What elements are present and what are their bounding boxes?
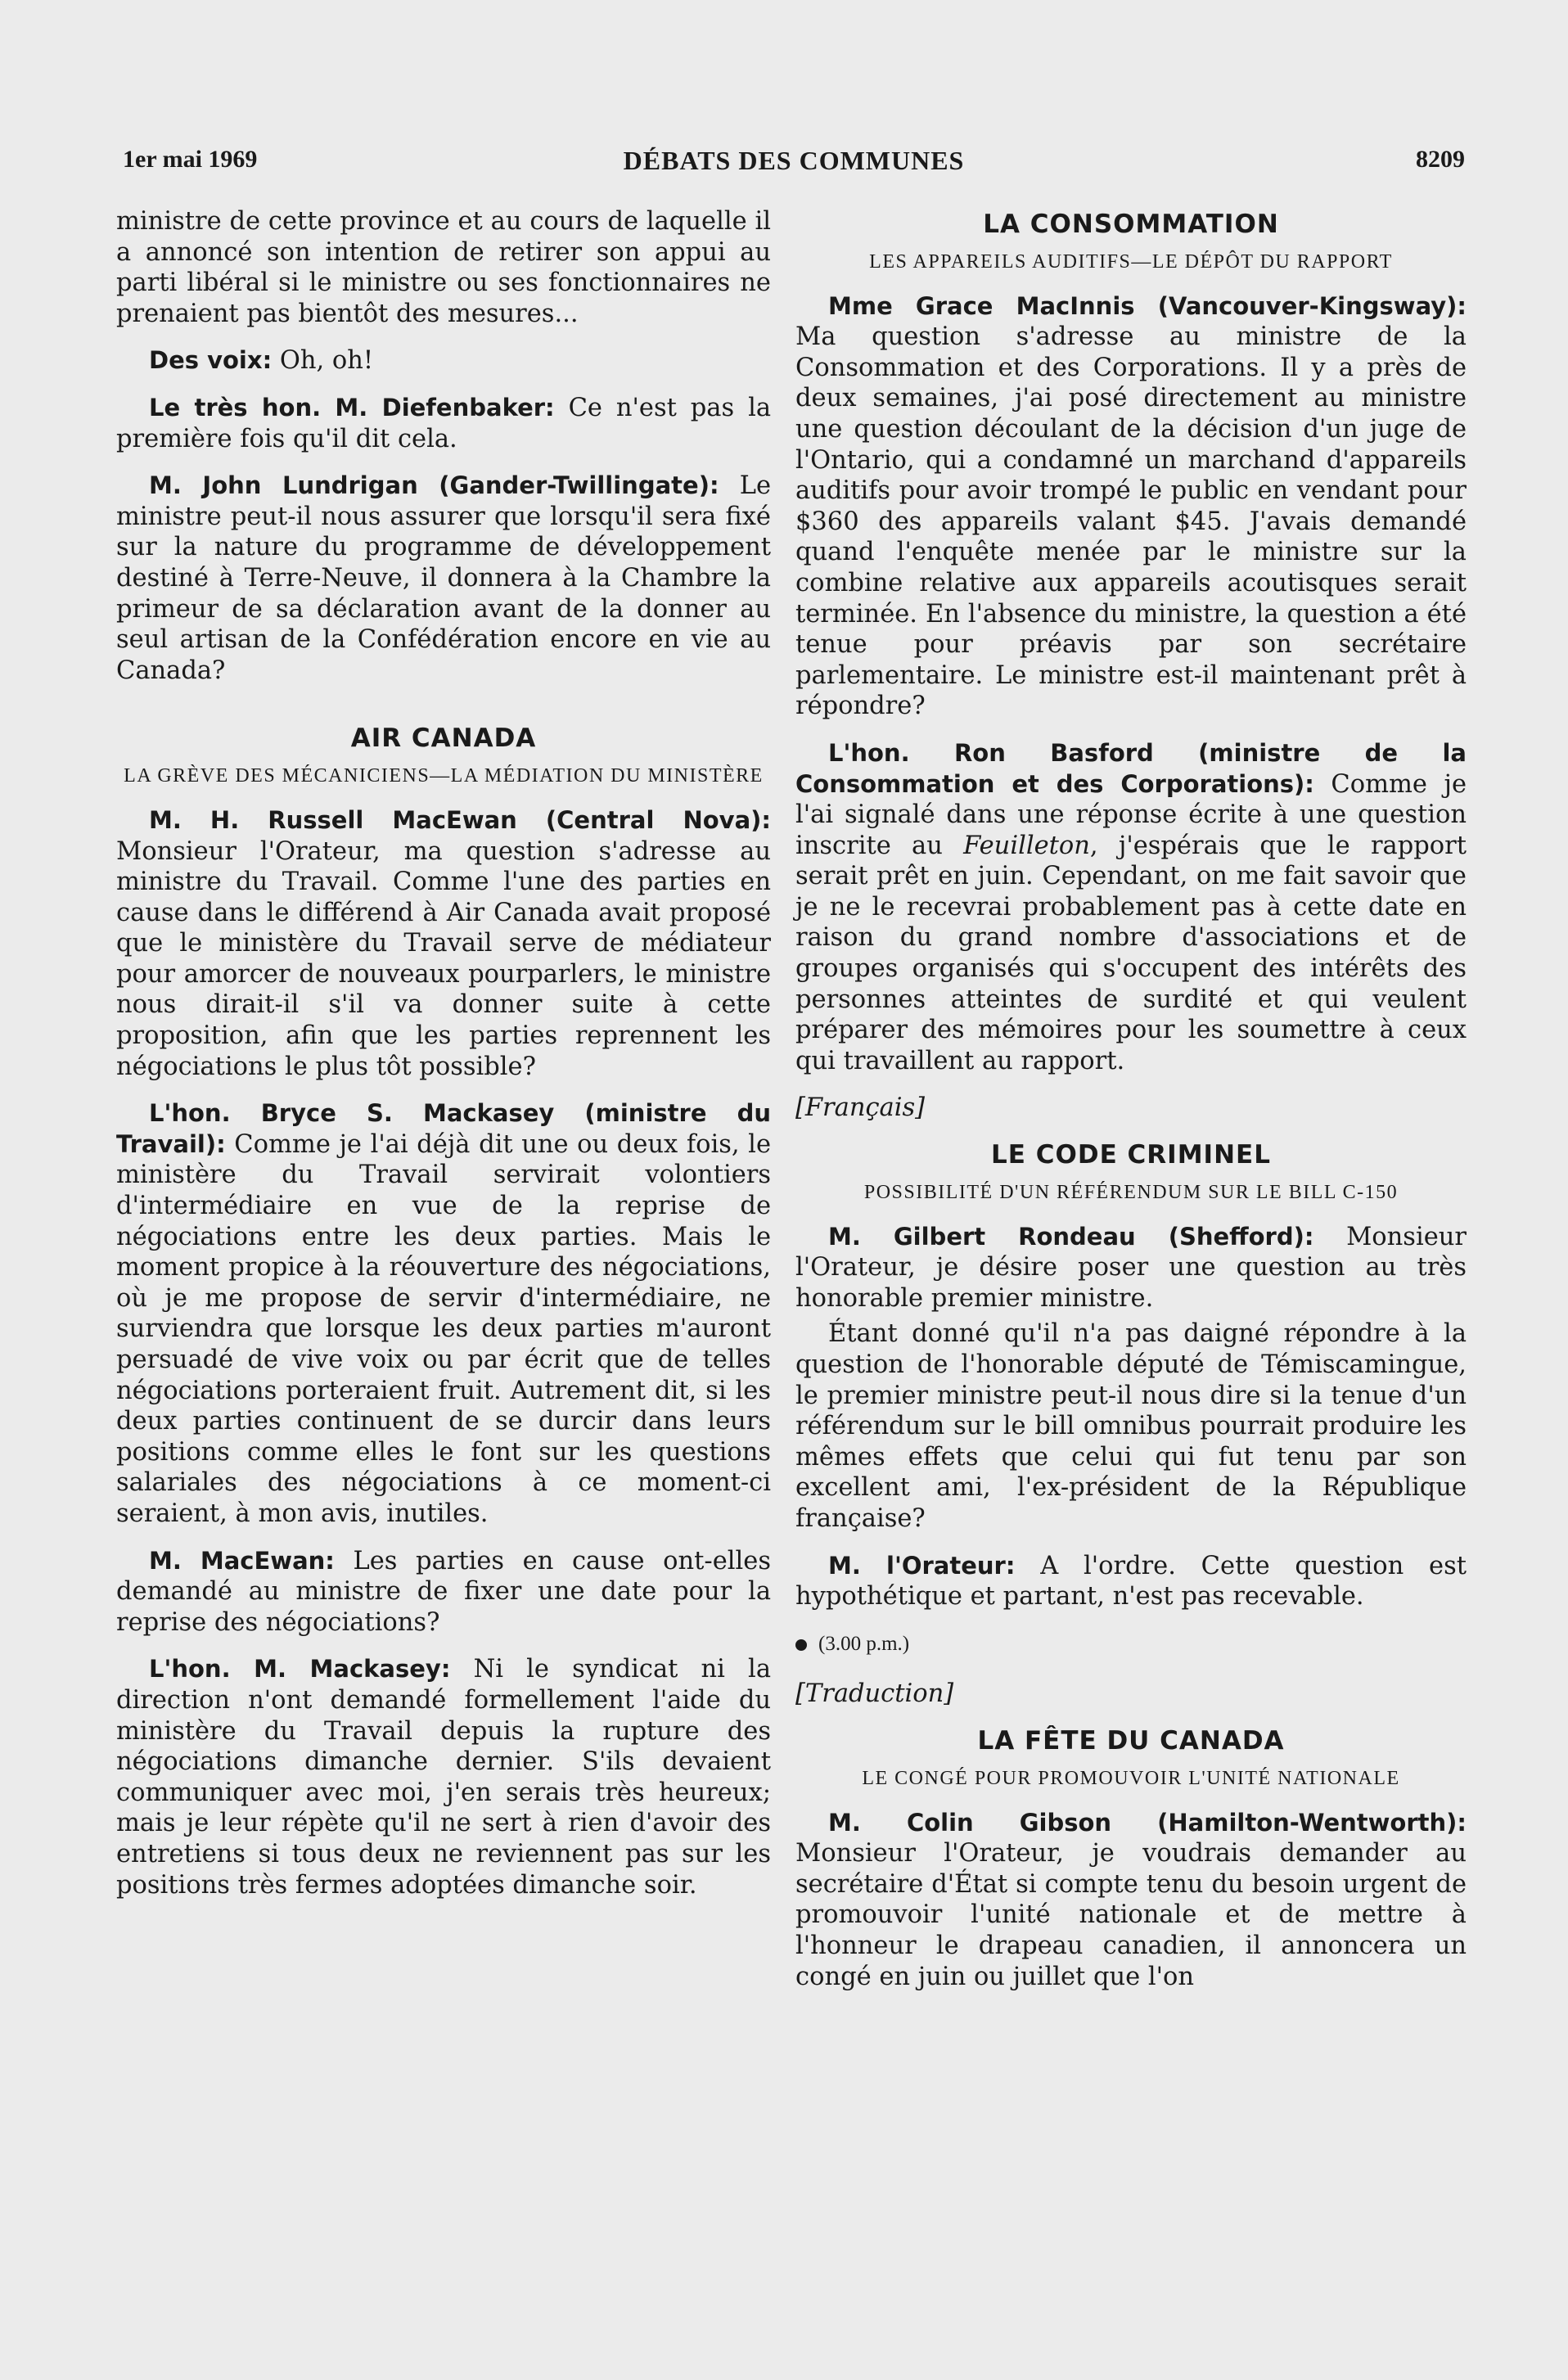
language-marker: [Français] [795, 1093, 926, 1123]
paragraph: ministre de cette province et au cours de laquelle il a annoncé son intention de retirer son appui au parti libéral si le ministre ou ses fonctionnaires ne prenaient pas bientôt des mesures... [116, 207, 771, 328]
speaker-name: M. Gilbert Rondeau (Shefford): [828, 1222, 1314, 1251]
paragraph [116, 393, 771, 454]
speaker-name: M. l'Orateur: [828, 1551, 1016, 1580]
section-title: LA CONSOMMATION [983, 210, 1279, 239]
speech-text: , j'espérais que le rapport serait prêt en juin. Cependant, on me fait savoir que je ne le recevrai probablement pas à cette date en raison du grand nombre d'associations et de groupes organisés qui s'occupent des intérêts des personnes atteintes de surdité et qui veulent préparer des mémoires pour les soumettre à ceux qui travaillent au rapport. [795, 831, 1467, 1075]
speech-text: Ce n'est pas la première fois qu'il dit cela. [116, 393, 772, 453]
paragraph [795, 1222, 1467, 1314]
speech-text: Ma question s'adresse au ministre de la Consommation et des Corporations. Il y a près de deux semaines, j'ai posé directement au ministre une question découlant de la décision d'un juge de l'Ontario, qui a condamné un marchand d'appareils auditifs pour avoir trompé le public en vendant pour $360 des appareils valant $45. J'avais demandé quand l'enquête menée par le ministre sur la combine relative aux appareils acoutisques serait terminée. En l'absence du ministre, la question a été tenue pour préavis par son secrétaire parlementaire. Le ministre est-il maintenant prêt à répondre? [795, 322, 1467, 721]
speech-text: Les parties en cause ont-elles demandé au ministre de fixer une date pour la reprise des négociations? [116, 1546, 771, 1637]
paragraph [116, 1654, 771, 1900]
section-subtitle: LE CONGÉ POUR PROMOUVOIR L'UNITÉ NATIONALE [862, 1767, 1400, 1789]
speaker-name: L'hon. Ron Basford (ministre de la Consommation et des Corporations): [795, 738, 1467, 798]
page-header [123, 146, 1465, 182]
speaker-name: M. H. Russell MacEwan (Central Nova): [149, 805, 771, 834]
speaker-name: L'hon. Bryce S. Mackasey (ministre du Travail): [116, 1099, 771, 1158]
section-subtitle: LES APPAREILS AUDITIFS—LE DÉPÔT DU RAPPORT [869, 250, 1393, 273]
speech-text: A l'ordre. Cette question est hypothétique et partant, n'est pas recevable. [795, 1551, 1467, 1611]
section-subtitle: LA GRÈVE DES MÉCANICIENS—LA MÉDIATION DU MINISTÈRE [124, 764, 764, 787]
speaker-name: Le très hon. M. Diefenbaker: [149, 393, 555, 421]
paragraph [116, 345, 771, 376]
header-date: 1er mai 1969 [123, 146, 258, 173]
paragraph [795, 1551, 1467, 1612]
right-column [795, 206, 1467, 2008]
speaker-name: M. John Lundrigan (Gander-Twillingate): [149, 471, 719, 500]
section-title: AIR CANADA [350, 723, 537, 754]
paragraph [795, 738, 1467, 1077]
speaker-name: Des voix: [149, 346, 273, 375]
paragraph: Étant donné qu'il n'a pas daigné répondre à la question de l'honorable député de Témiscamingue, le premier ministre peut-il nous dire si la tenue d'un référendum sur le bill omnibus pourrait produire les mêmes effets que celui qui fut tenu par son excellent ami, l'ex-président de la République française? [795, 1319, 1467, 1533]
speaker-name: L'hon. M. Mackasey: [149, 1655, 451, 1684]
section-title: LA FÊTE DU CANADA [977, 1725, 1285, 1756]
speech-text: Monsieur l'Orateur, je désire poser une question au très honorable premier ministre. [795, 1222, 1467, 1313]
speaker-name: Mme Grace MacInnis (Vancouver-Kingsway): [828, 291, 1467, 320]
language-marker: [Traduction] [795, 1679, 954, 1709]
section-subtitle: POSSIBILITÉ D'UN RÉFÉRENDUM SUR LE BILL C-150 [863, 1181, 1399, 1203]
italic-text: Feuilleton [963, 831, 1090, 860]
paragraph [116, 471, 771, 686]
speaker-name: M. Colin Gibson (Hamilton-Wentworth): [828, 1808, 1467, 1837]
paragraph [116, 1098, 771, 1529]
speech-text: Monsieur l'Orateur, ma question s'adresse au ministre du Travail. Comme l'une des parties en cause dans le différend à Air Canada avait proposé que le ministère du Travail serve de médiateur pour amorcer de nouveaux pourparlers, le ministre nous dirait-il s'il va donner suite à cette proposition, afin que les parties reprennent les négociations le plus tôt possible? [116, 836, 771, 1081]
left-column [116, 206, 771, 1917]
speech-text: Oh, oh! [272, 346, 374, 376]
speech-text: Le ministre peut-il nous assurer que lorsqu'il sera fixé sur la nature du programme de développement destiné à Terre-Neuve, il donnera à la Chambre la primeur de sa déclaration avant de la donner au seul artisan de la Confédération encore en vie au Canada? [116, 471, 771, 685]
bullet-icon [795, 1639, 807, 1651]
speech-text: Comme je l'ai déjà dit une ou deux fois, le ministère du Travail servirait volontiers d'intermédiaire en vue de la reprise de négociations entre les deux parties. Mais le moment propice à la réouverture des négociations, où je me propose de servir d'intermédiaire, ne surviendra que lorsque les deux parties m'auront persuadé de vive voix ou par écrit que de telles négociations porteraient fruit. Autrement dit, si les deux parties continuent de se durcir dans leurs positions comme elles le font sur les questions salariales des négociations à ce moment-ci seraient, à mon avis, inutiles. [116, 1129, 771, 1528]
section-title: LE CODE CRIMINEL [991, 1140, 1271, 1170]
paragraph [795, 1808, 1467, 1993]
paragraph [116, 805, 771, 1082]
header-title: DÉBATS DES COMMUNES [623, 146, 965, 175]
time-text: (3.00 p.m.) [818, 1632, 910, 1655]
speech-text: Monsieur l'Orateur, je voudrais demander au secrétaire d'État si compte tenu du besoin urgent de promouvoir l'unité nationale et de mettre à l'honneur le drapeau canadien, il annoncera un congé en juin ou juillet que l'on [795, 1839, 1467, 1991]
page-number: 8209 [1416, 146, 1465, 173]
paragraph [116, 1546, 771, 1639]
speech-text: Comme je l'ai signalé dans une réponse écrite à une question inscrite au [795, 769, 1467, 860]
time-stamp [795, 1629, 1467, 1660]
speaker-name: M. MacEwan: [149, 1546, 335, 1575]
speech-text: Ni le syndicat ni la direction n'ont demandé formellement l'aide du ministère du Travail depuis la rupture des négociations dimanche dernier. S'ils devaient communiquer avec moi, j'en serais très heureux; mais je leur répète qu'il ne sert à rien d'avoir des entretiens si tous deux ne reviennent pas sur les positions très fermes adoptées dimanche soir. [116, 1655, 771, 1900]
paragraph [795, 291, 1467, 722]
